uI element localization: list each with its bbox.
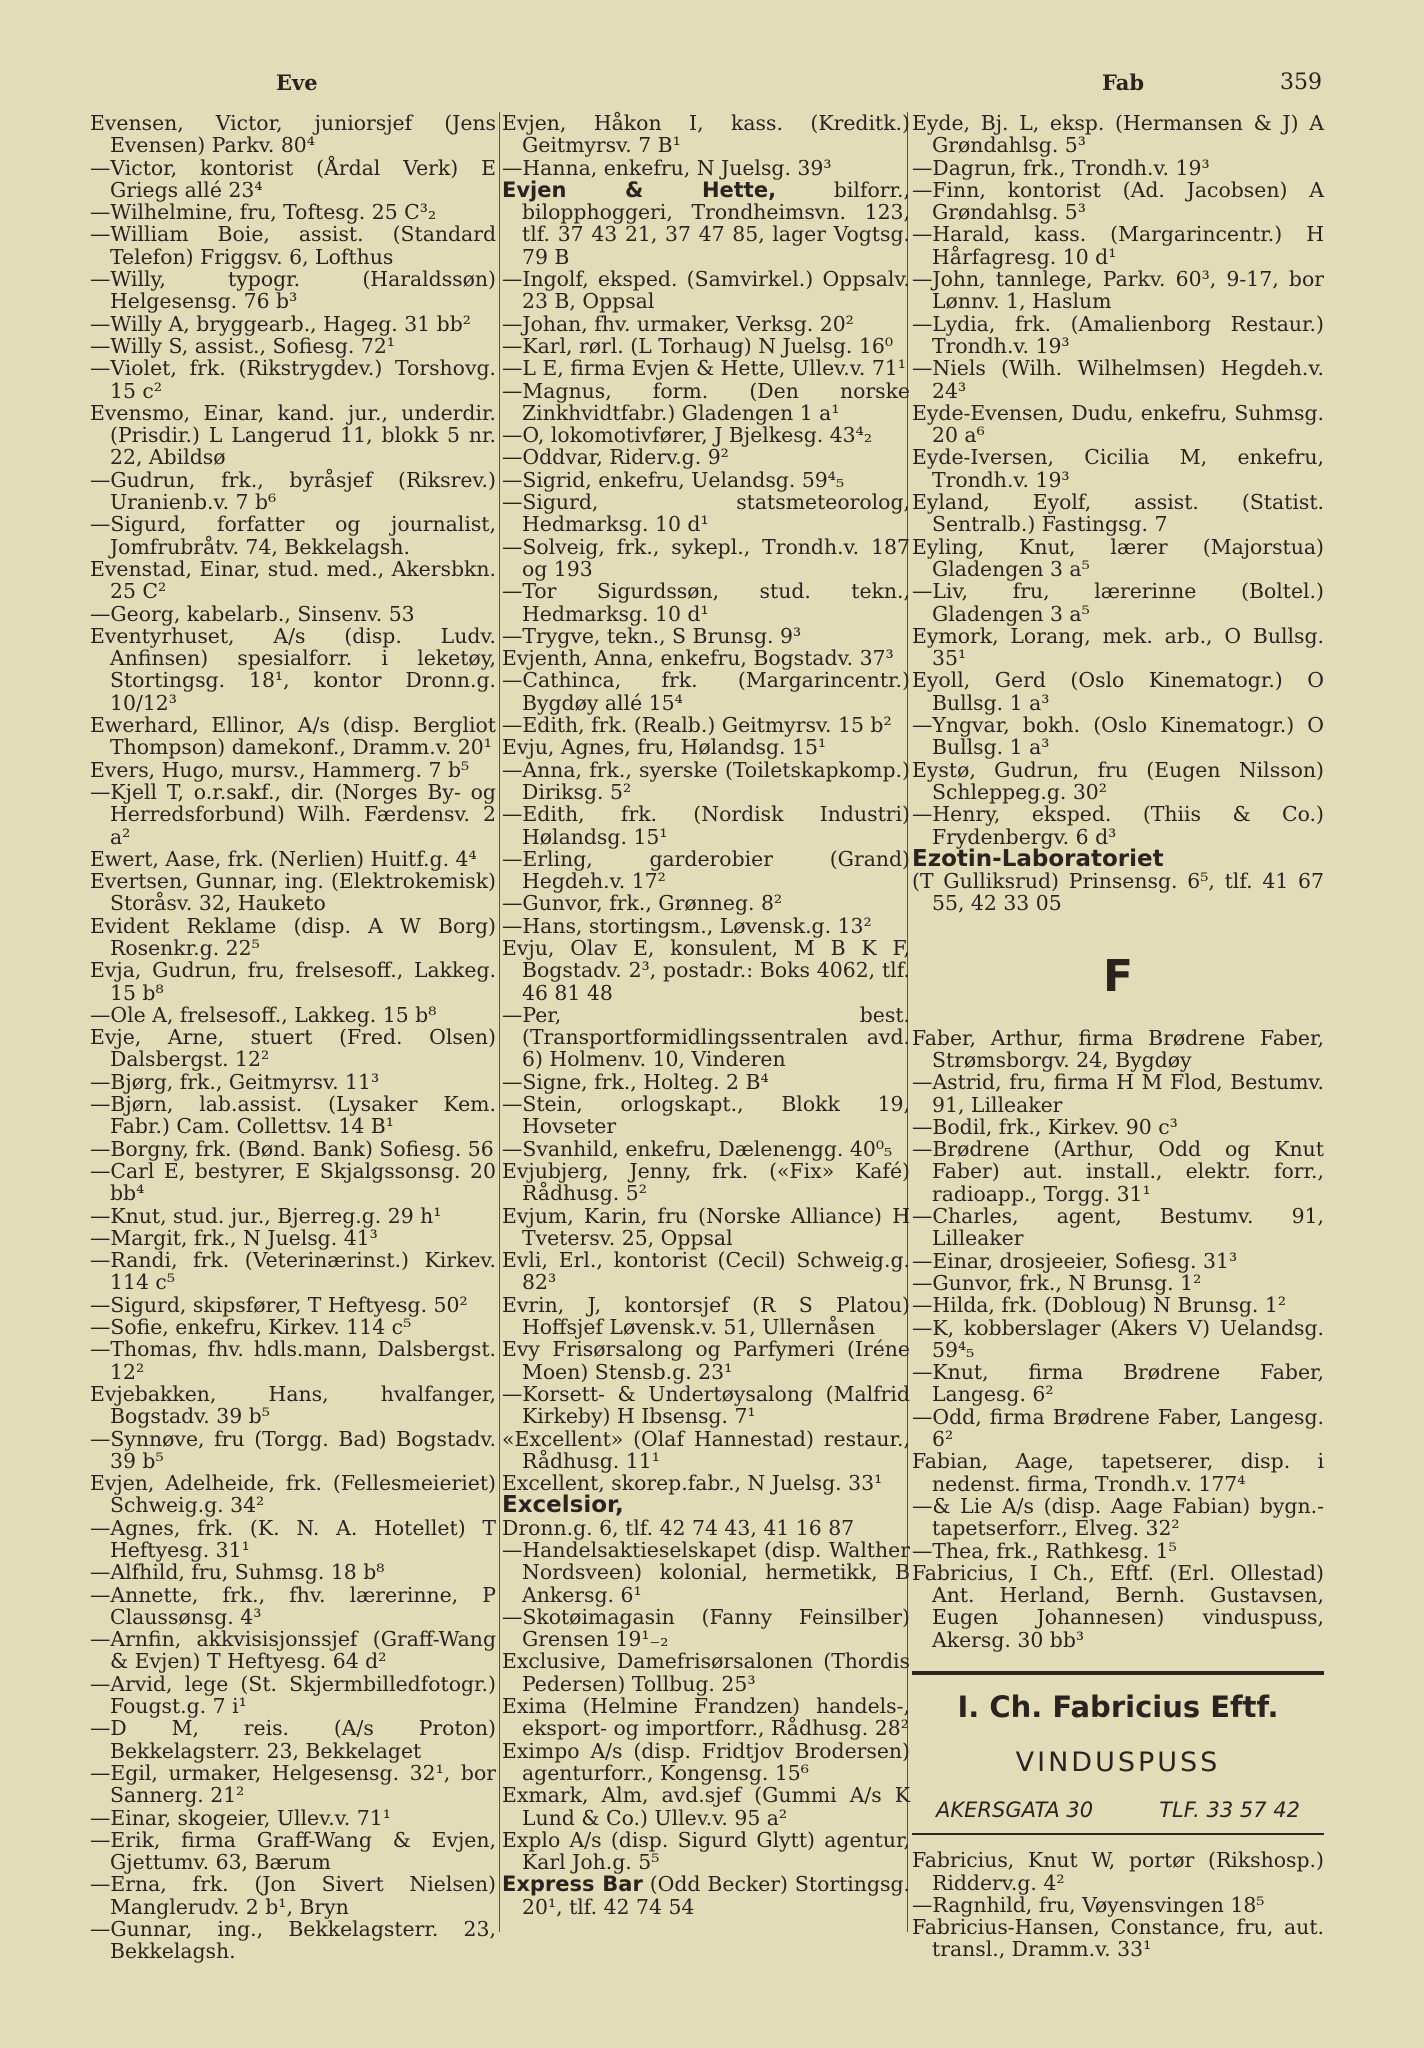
directory-entry: —Erik, firma Graff-Wang & Evjen, Gjettumv. 63, Bærum	[90, 1827, 496, 1875]
advert-title: I. Ch. Fabricius Eftf.	[957, 1690, 1279, 1724]
directory-entry: —Gunvor, frk., Grønneg. 8²	[502, 891, 783, 916]
directory-entry: —Synnøve, fru (Torgg. Bad) Bogstadv. 39 b⁵	[90, 1426, 496, 1473]
directory-entry: —Handelsaktieselskapet (disp. Walther Nordsveen) kolonial, hermetikk, B Ankersg. 6¹	[502, 1538, 910, 1607]
section-letter: F	[1102, 950, 1134, 1002]
directory-entry: Excellent, skorep.fabr., N Juelsg. 33¹	[502, 1471, 883, 1496]
directory-entry: —Korsett- & Undertøysalong (Malfrid Kirkeby) H Ibsensg. 7¹	[502, 1381, 910, 1429]
directory-entry: —Johan, fhv. urmaker, Verksg. 20²	[502, 311, 854, 336]
directory-entry: Evli, Erl., kontorist (Cecil) Schweig.g. 82³	[502, 1248, 910, 1295]
directory-entry: —Bodil, frk., Kirkev. 90 c³	[912, 1114, 1178, 1139]
directory-entry: —Cathinca, frk. (Margarincentr.) Bygdøy allé 15⁴	[502, 668, 910, 715]
directory-entry: Eximpo A/s (disp. Fridtjov Brodersen) agenturforr., Kongensg. 15⁶	[502, 1738, 910, 1785]
directory-entry: Evensen, Victor, juniorsjef (Jens Evensen) Parkv. 80⁴	[90, 111, 496, 158]
directory-entry: —Edith, frk. (Nordisk Industri) Hølandsg. 15¹	[502, 802, 910, 849]
directory-entry: —Erna, frk. (Jon Sivert Nielsen) Manglerudv. 2 b¹, Bryn	[90, 1872, 496, 1919]
directory-entry: —Karl, rørl. (L Torhaug) N Juelsg. 16⁰	[502, 333, 894, 358]
directory-entry: —Randi, frk. (Veterinærinst.) Kirkev. 114 c⁵	[90, 1248, 496, 1295]
advertisement-box	[912, 1671, 1324, 1835]
directory-entry: —Erling, garderobier (Grand) Hegdeh.v. 17²	[502, 846, 910, 894]
directory-entry: Eventyrhuset, A/s (disp. Ludv. Anfinsen) spesialforr. i leketøy, Stortingsg. 18¹, kontor Dronn.g. 10/12³	[90, 623, 496, 715]
directory-entry: Ewerhard, Ellinor, A/s (disp. Bergliot Thompson) damekonf., Dramm.v. 20¹	[90, 713, 496, 760]
directory-entry: —Egil, urmaker, Helgesensg. 32¹, bor Sannerg. 21²	[90, 1760, 496, 1808]
directory-entry: —Bjørg, frk., Geitmyrsv. 11³	[90, 1069, 380, 1094]
directory-entry: —Willy, typogr. (Haraldssøn) Helgesensg. 76 b³	[90, 267, 496, 314]
directory-entry: —Magnus, form. (Den norske Zinkhvidtfabr.) Gladengen 1 a¹	[502, 378, 910, 425]
directory-entry: —Lydia, frk. (Amalienborg Restaur.) Trondh.v. 19³	[912, 311, 1324, 358]
directory-entry: Exclusive, Damefrisørsalonen (Thordis Pedersen) Tollbug. 25³	[502, 1649, 910, 1696]
directory-entry: —Finn, kontorist (Ad. Jacobsen) A Grøndahlsg. 5³	[912, 177, 1324, 225]
directory-entry: Eyde-Evensen, Dudu, enkefru, Suhmsg. 20 a⁶	[912, 400, 1324, 448]
directory-entry: Faber, Arthur, firma Brødrene Faber, Strømsborgv. 24, Bygdøy	[912, 1025, 1324, 1072]
directory-entry: Evjen & Hette, bilforr., bilopphoggeri, Trondheimsvn. 123, tlf. 37 43 21, 37 47 85, lager Vogtsg. 79 B	[502, 177, 910, 269]
entry-name-bold: Evjen & Hette,	[502, 177, 777, 202]
advert-phone: TLF. 33 57 42	[1159, 1798, 1300, 1822]
directory-column-3	[912, 112, 1324, 1961]
directory-entry: —Bjørn, lab.assist. (Lysaker Kem. Fabr.) Cam. Collettsv. 14 B¹	[90, 1092, 496, 1139]
directory-entry: —O, lokomotivfører, J Bjelkesg. 43⁴₂	[502, 423, 873, 448]
directory-entry: —William Boie, assist. (Standard Telefon) Friggsv. 6, Lofthus	[90, 222, 496, 269]
directory-entry: —Sofie, enkefru, Kirkev. 114 c⁵	[90, 1315, 412, 1340]
page-number: 359	[1280, 70, 1322, 95]
directory-entry: Evjen, Håkon I, kass. (Kreditk.) Geitmyrsv. 7 B¹	[502, 111, 910, 158]
directory-entry: —Carl E, bestyrer, E Skjalgssonsg. 20 bb⁴	[90, 1158, 496, 1206]
advert-address: AKERSGATA 30	[936, 1798, 1094, 1822]
directory-entry: —Borgny, frk. (Bønd. Bank) Sofiesg. 56	[90, 1136, 494, 1161]
directory-entry: —K, kobberslager (Akers V) Uelandsg. 59⁴₅	[912, 1315, 1324, 1362]
directory-entry: Exmark, Alm, avd.sjef (Gummi A/s K Lund & Co.) Ullev.v. 95 a²	[502, 1783, 910, 1830]
directory-entry: —Annette, frk., fhv. lærerinne, P Claussønsg. 4³	[90, 1582, 496, 1629]
running-head-left: Eve	[276, 70, 318, 95]
directory-entry: Eyling, Knut, lærer (Majorstua) Gladengen 3 a⁵	[912, 534, 1324, 581]
entry-name-bold: Express Bar	[502, 1872, 643, 1897]
directory-entry: —Oddvar, Riderv.g. 9²	[502, 445, 729, 470]
directory-entry: Evertsen, Gunnar, ing. (Elektrokemisk) Storåsv. 32, Hauketo	[90, 869, 496, 916]
directory-entry: —Gudrun, frk., byråsjef (Riksrev.) Uranienb.v. 7 b⁶	[90, 467, 496, 515]
directory-entry: —John, tannlege, Parkv. 60³, 9-17, bor Lønnv. 1, Haslum	[912, 267, 1324, 314]
directory-entry: —Yngvar, bokh. (Oslo Kinematogr.) O Bullsg. 1 a³	[912, 713, 1324, 760]
directory-column-1	[90, 112, 496, 1963]
directory-entry: —Brødrene (Arthur, Odd og Knut Faber) aut. install., elektr. forr., radioapp., Torgg. 31¹	[912, 1137, 1324, 1206]
directory-entry: Fabricius-Hansen, Constance, fru, aut. transl., Dramm.v. 33¹	[912, 1915, 1324, 1962]
directory-entry: Eyoll, Gerd (Oslo Kinematogr.) O Bullsg. 1 a³	[912, 668, 1324, 715]
directory-entry: —Arvid, lege (St. Skjermbilledfotogr.) Fougst.g. 7 i¹	[90, 1671, 496, 1719]
directory-entry: —Willy S, assist., Sofiesg. 72¹	[90, 333, 395, 358]
directory-entry: —Svanhild, enkefru, Dælenengg. 40⁰₅	[502, 1136, 893, 1161]
directory-entry: —Hanna, enkefru, N Juelsg. 39³	[502, 155, 832, 180]
directory-column-2	[502, 112, 910, 1918]
directory-entry: Eyland, Eyolf, assist. (Statist. Sentralb.) Fastingsg. 7	[912, 490, 1324, 537]
directory-entry: —Einar, drosjeeier, Sofiesg. 31³	[912, 1248, 1238, 1273]
directory-entry: —L E, firma Evjen & Hette, Ullev.v. 71¹	[502, 356, 906, 381]
directory-entry: —Ingolf, eksped. (Samvirkel.) Oppsalv. 23 B, Oppsal	[502, 267, 910, 314]
directory-entry: Fabricius, Knut W, portør (Rikshosp.) Ridderv.g. 4²	[912, 1848, 1324, 1895]
directory-entry: —Victor, kontorist (Årdal Verk) E Griegs allé 23⁴	[90, 155, 496, 202]
directory-entry: —Knut, stud. jur., Bjerreg.g. 29 h¹	[90, 1203, 442, 1228]
directory-entry: —Thomas, fhv. hdls.mann, Dalsbergst. 12²	[90, 1337, 496, 1384]
directory-entry: —Gunvor, frk., N Brunsg. 1²	[912, 1270, 1202, 1295]
directory-entry: —Kjell T, o.r.sakf., dir. (Norges By- og Herredsforbund) Wilh. Færdensv. 2 a²	[90, 779, 496, 849]
directory-entry: —& Lie A/s (disp. Aage Fabian) bygn.-tapetserforr., Elveg. 32²	[912, 1493, 1324, 1541]
directory-entry: Evenstad, Einar, stud. med., Akersbkn. 25 C²	[90, 556, 496, 604]
directory-entry: Evident Reklame (disp. A W Borg) Rosenkr.g. 22⁵	[90, 913, 496, 960]
directory-entry: Evju, Olav E, konsulent, M B K F, Bogstadv. 2³, postadr.: Boks 4062, tlf. 46 81 48	[502, 935, 910, 1005]
directory-entry: —Edith, frk. (Realb.) Geitmyrsv. 15 b²	[502, 713, 892, 738]
directory-entry: Evy Frisørsalong og Parfymeri (Iréne Moen) Stensb.g. 23¹	[502, 1337, 910, 1384]
directory-entry: Evju, Agnes, fru, Hølandsg. 15¹	[502, 735, 827, 760]
directory-entry: Ewert, Aase, frk. (Nerlien) Huitf.g. 4⁴	[90, 846, 477, 871]
directory-entry: —Alfhild, fru, Suhmsg. 18 b⁸	[90, 1560, 385, 1585]
directory-entry: —Trygve, tekn., S Brunsg. 9³	[502, 623, 802, 648]
directory-entry: —Hilda, frk. (Dobloug) N Brunsg. 1²	[912, 1293, 1287, 1318]
directory-entry: Evjebakken, Hans, hvalfanger, Bogstadv. 39 b⁵	[90, 1381, 496, 1429]
directory-entry: —Hans, stortingsm., Løvensk.g. 13²	[502, 913, 872, 938]
advert-contact-row	[916, 1799, 1320, 1821]
directory-entry: Evrin, J, kontorsjef (R S Platou) Hoffsjef Løvensk.v. 51, Ullernåsen	[502, 1292, 910, 1340]
directory-entry: —Dagrun, frk., Trondh.v. 19³	[912, 155, 1210, 180]
directory-entry: Eyde, Bj. L, eksp. (Hermansen & J) A Grøndahlsg. 5³	[912, 111, 1324, 158]
directory-entry: —Gunnar, ing., Bekkelagsterr. 23, Bekkelagsh.	[90, 1917, 496, 1964]
directory-entry: —Harald, kass. (Margarincentr.) H Hårfagresg. 10 d¹	[912, 222, 1324, 269]
running-head-right: Fab	[1102, 70, 1145, 95]
directory-entry: —Skotøimagasin (Fanny Feinsilber) Grensen 19¹₋₂	[502, 1604, 910, 1652]
directory-entry: —Ole A, frelsesoff., Lakkeg. 15 b⁸	[90, 1002, 437, 1027]
directory-entry: —Henry, eksped. (Thiis & Co.) Frydenbergv. 6 d³	[912, 802, 1324, 849]
directory-entry: Fabricius, I Ch., Eftf. (Erl. Ollestad) Ant. Herland, Bernh. Gustavsen, Eugen Johannesen) vinduspuss, Akersg. 30 bb³	[912, 1560, 1324, 1652]
directory-entry: Express Bar (Odd Becker) Stortingsg. 20¹, tlf. 42 74 54	[502, 1872, 910, 1919]
directory-entry: —Sigrid, enkefru, Uelandsg. 59⁴₅	[502, 467, 845, 492]
directory-entry: —Wilhelmine, fru, Toftesg. 25 C³₂	[90, 200, 437, 225]
directory-entry: —Stein, orlogskapt., Blokk 19, Hovseter	[502, 1092, 910, 1139]
directory-entry: —Signe, frk., Holteg. 2 B⁴	[502, 1069, 769, 1094]
column-rule	[499, 112, 500, 1932]
directory-entry: Evja, Gudrun, fru, frelsesoff., Lakkeg. 15 b⁸	[90, 958, 496, 1005]
directory-entry: —Sigurd, statsmeteorolog, Hedmarksg. 10 d¹	[502, 490, 910, 537]
directory-entry: Dronn.g. 6, tlf. 42 74 43, 41 16 87	[502, 1515, 855, 1540]
directory-entry: —Agnes, frk. (K. N. A. Hotellet) T Heftyesg. 31¹	[90, 1515, 496, 1562]
directory-entry: —Arnfin, akkvisisjonssjef (Graff-Wang & Evjen) T Heftyesg. 64 d²	[90, 1627, 496, 1674]
directory-entry: —Knut, firma Brødrene Faber, Langesg. 6²	[912, 1360, 1324, 1407]
directory-entry: Evensmo, Einar, kand. jur., underdir. (Prisdir.) L Langerud 11, blokk 5 nr. 22, Abildsø	[90, 400, 496, 470]
directory-entry: —Einar, skogeier, Ullev.v. 71¹	[90, 1805, 391, 1830]
directory-entry: —Anna, frk., syerske (Toiletskapkomp.) Diriksg. 5²	[502, 757, 910, 804]
directory-entry: Evers, Hugo, mursv., Hammerg. 7 b⁵	[90, 757, 470, 782]
directory-heading: Ezotin-Laboratoriet	[912, 845, 1164, 872]
directory-entry: —Charles, agent, Bestumv. 91, Lilleaker	[912, 1204, 1324, 1251]
directory-entry: Evjubjerg, Jenny, frk. («Fix» Kafé) Rådhusg. 5²	[502, 1158, 910, 1206]
directory-entry: —Solveig, frk., sykepl., Trondh.v. 187 og 193	[502, 534, 910, 581]
directory-entry: Evje, Arne, stuert (Fred. Olsen) Dalsbergst. 12²	[90, 1025, 496, 1072]
directory-entry: Evjum, Karin, fru (Norske Alliance) H Tvetersv. 25, Oppsal	[502, 1203, 910, 1250]
directory-entry: Fabian, Aage, tapetserer, disp. i nedenst. firma, Trondh.v. 177⁴	[912, 1449, 1324, 1496]
directory-entry: Eymork, Lorang, mek. arb., O Bullsg. 35¹	[912, 623, 1324, 671]
directory-entry: Eyde-Iversen, Cicilia M, enkefru, Trondh.v. 19³	[912, 445, 1324, 492]
directory-entry: «Excellent» (Olaf Hannestad) restaur., Rådhusg. 11¹	[502, 1426, 910, 1473]
directory-entry: —Astrid, fru, firma H M Flod, Bestumv. 91, Lilleaker	[912, 1070, 1324, 1117]
directory-entry: —Ragnhild, fru, Vøyensvingen 18⁵	[912, 1892, 1265, 1917]
directory-entry: —Sigurd, forfatter og journalist, Jomfrubråtv. 74, Bekkelagsh.	[90, 512, 496, 559]
directory-entry: Evjen, Adelheide, frk. (Fellesmeieriet) Schweig.g. 34²	[90, 1471, 496, 1518]
directory-entry: —Georg, kabelarb., Sinsenv. 53	[90, 601, 415, 626]
directory-entry: —Willy A, bryggearb., Hageg. 31 bb²	[90, 311, 471, 336]
directory-heading: Excelsior,	[502, 1492, 624, 1519]
directory-entry: —Thea, frk., Rathkesg. 1⁵	[912, 1538, 1177, 1563]
directory-entry: —Sigurd, skipsfører, T Heftyesg. 50²	[90, 1292, 468, 1317]
directory-entry: —D M, reis. (A/s Proton) Bekkelagsterr. 23, Bekkelaget	[90, 1716, 496, 1763]
directory-entry: —Odd, firma Brødrene Faber, Langesg. 6²	[912, 1404, 1324, 1452]
directory-entry: Explo A/s (disp. Sigurd Glytt) agentur, Karl Joh.g. 5⁵	[502, 1827, 910, 1875]
directory-entry: —Per, best. (Transportformidlingssentralen avd. 6) Holmenv. 10, Vinderen	[502, 1002, 910, 1072]
directory-entry: —Tor Sigurdssøn, stud. tekn., Hedmarksg. 10 d¹	[502, 579, 910, 626]
directory-entry: Evjenth, Anna, enkefru, Bogstadv. 37³	[502, 646, 894, 671]
directory-entry: Eystø, Gudrun, fru (Eugen Nilsson) Schleppeg.g. 30²	[912, 757, 1324, 804]
directory-entry: —Violet, frk. (Rikstrygdev.) Torshovg. 15 c²	[90, 356, 496, 403]
directory-entry: (T Gulliksrud) Prinsensg. 6⁵, tlf. 41 67 55, 42 33 05	[912, 869, 1324, 916]
directory-entry: Exima (Helmine Frandzen) handels-, eksport- og importforr., Rådhusg. 28²	[502, 1694, 910, 1741]
advert-subtitle: VINDUSPUSS	[1015, 1747, 1221, 1778]
directory-entry: —Niels (Wilh. Wilhelmsen) Hegdeh.v. 24³	[912, 356, 1324, 403]
directory-entry: —Margit, frk., N Juelsg. 41³	[90, 1225, 378, 1250]
directory-entry: —Liv, fru, lærerinne (Boltel.) Gladengen 3 a⁵	[912, 579, 1324, 626]
